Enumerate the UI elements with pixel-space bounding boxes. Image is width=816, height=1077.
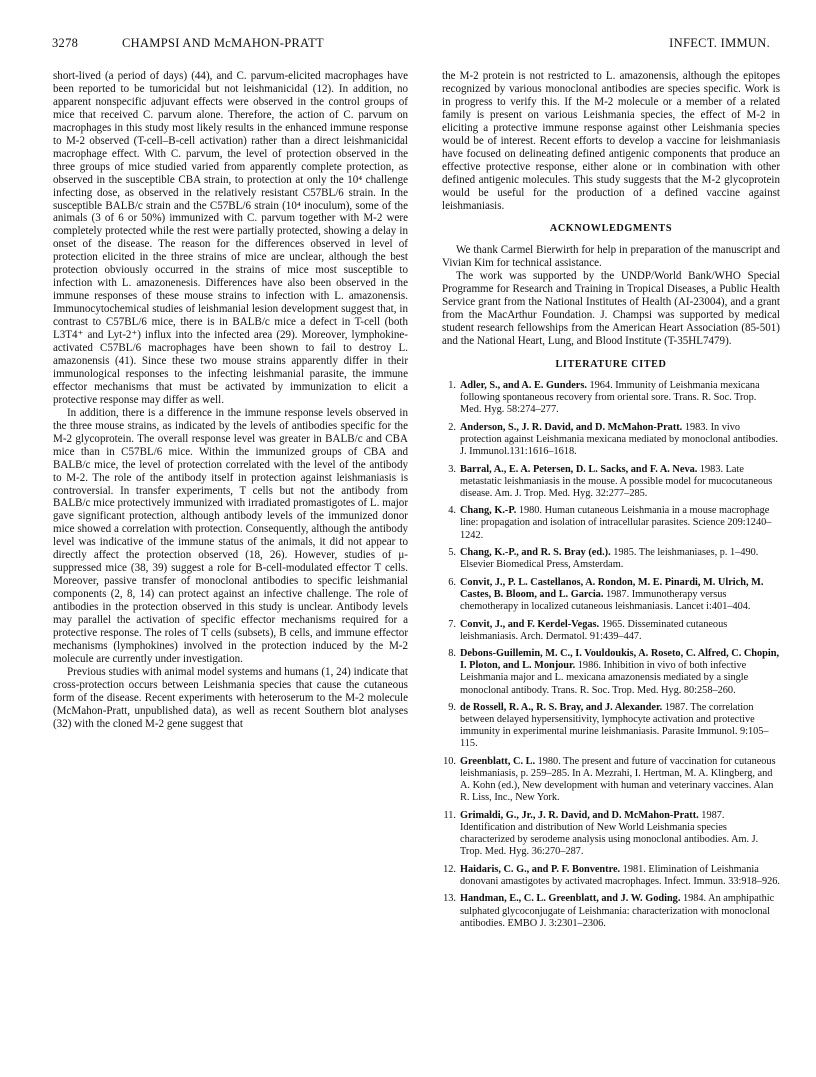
reference-item [442, 864, 780, 888]
reference-item [442, 756, 780, 804]
reference-text: 1984. An amphipathic sulphated glycoconjugate of Leishmania: characterization with monoclonal antibodies. EMBO J. 3:2301–2306. [460, 893, 775, 929]
reference-text: 1987. Identification and distribution of New World Leishmania species characterized by serodeme analysis using monoclonal antibodies. Am. J. Trop. Med. Hyg. 36:270–287. [460, 809, 759, 858]
reference-item [442, 380, 780, 416]
reference-text: 1986. Inhibition in vivo of both infective Leishmania major and L. mexicana amazonensis mediated by a single monoclonal antibody. Trans. R. Soc. Trop. Med. Hyg. 80:258–260. [460, 660, 749, 696]
reference-item [442, 648, 780, 696]
reference-number: 7. [448, 618, 456, 630]
body-paragraph: In addition, there is a difference in the immune response levels observed in the three mouse strains, as indicated by the levels of antibodies specific for the M-2 glycoprotein. The overall response level was greater in BALB/c and CBA mice than in C57BL/6 mice. Within the immunized groups of CBA and BALB/c mice, the level of protection correlated with the level of the antibody to M-2. The role of the antibody itself in protection against leishmaniasis is controversial. In transfer experiments, T cells but not the antibody from BALB/c mice protectively immunized with irradiated promastigotes of L. major gave significant protection, although antibody levels of the immunized donor mice showed a correlation with protection. Consequently, although the antibody level was indicative of the immune status of the animals, it did not appear to directly affect the protection observed (18, 26). However, studies of μ-suppressed mice (38, 39) suggest a role for B-cell-modulated effector T cells. Moreover, passive transfer of monoclonal antibodies to specific leishmanial components (2, 8, 14) can protect against an infective challenge. The role of antibodies in the protection observed in this study is unclear. Antibody levels may parallel the activation of specific effector mechanisms required for a protective response. The roles of T cells (subsets), B cells, and immune effector mechanisms (lymphokines) involved in the protection induced by the M-2 molecule are currently under investigation. [53, 406, 408, 665]
reference-item [442, 422, 780, 458]
acknowledgment-paragraph: We thank Carmel Bierwirth for help in preparation of the manuscript and Vivian Kim for technical assistance. [442, 244, 780, 270]
reference-text: 1985. The leishmaniases, p. 1–490. Elsevier Biomedical Press, Amsterdam. [460, 547, 759, 571]
reference-item [442, 577, 780, 613]
reference-number: 9. [448, 702, 456, 714]
reference-item [442, 464, 780, 500]
reference-number: 6. [448, 576, 456, 588]
reference-number: 5. [448, 547, 456, 559]
reference-authors: Chang, K.-P. [460, 505, 517, 517]
reference-text: 1980. The present and future of vaccination for cutaneous leishmaniasis, p. 259–285. In A. Mezrahi, I. Hertman, M. A. Klingberg, and A. Kohn (ed.), New development with human and veterinary vaccines. Alan R. Liss, Inc., New York. [460, 756, 776, 804]
reference-list [442, 380, 780, 930]
reference-authors: Debons-Guillemin, M. C., I. Vouldoukis, A. Roseto, C. Alfred, C. Chopin, I. Ploton, and L. Monjour. [460, 648, 780, 672]
reference-authors: Adler, S., and A. E. Gunders. [460, 380, 587, 392]
reference-authors: Handman, E., C. L. Greenblatt, and J. W. Goding. [460, 893, 681, 905]
reference-text: 1965. Disseminated cutaneous leishmaniasis. Arch. Dermatol. 91:439–447. [460, 618, 728, 642]
body-paragraph: Previous studies with animal model systems and humans (1, 24) indicate that cross-protection occurs between Leishmania species that cause the cutaneous form of the disease. Recent experiments with heteroserum to the M-2 molecule (McMahon-Pratt, unpublished data), as well as recent Southern blot analyses (32) with the cloned M-2 gene suggest that [53, 665, 408, 730]
reference-authors: Haidaris, C. G., and P. F. Bonventre. [460, 863, 621, 875]
reference-authors: Greenblatt, C. L. [460, 756, 536, 768]
reference-number: 1. [448, 380, 456, 392]
reference-text: 1980. Human cutaneous Leishmania in a mouse macrophage line: propagation and isolation of intracellular parasites. Science 209:1240–1242. [460, 505, 772, 541]
acknowledgment-paragraph: The work was supported by the UNDP/World Bank/WHO Special Programme for Research and Training in Tropical Diseases, a Public Health Service grant from the National Institutes of Health (AI-23004), and a grant from the MacArthur Foundation. J. Champsi was supported by medical student research fellowships from the American Heart Association (85-501) and the National Heart, Lung, and Blood Institute (T-35HL7479). [442, 270, 780, 348]
literature-cited-heading: LITERATURE CITED [555, 359, 667, 371]
reference-item [442, 702, 780, 750]
reference-number: 13. [443, 893, 456, 905]
reference-number: 11. [443, 809, 456, 821]
body-paragraph: short-lived (a period of days) (44), and C. parvum-elicited macrophages have been reported to be tumoricidal but not leishmanicidal (12). In addition, no apparent nonspecific adjuvant effects were observed in the control groups of mice that received C. parvum alone. Therefore, the action of C. parvum on macrophages in this study most likely results in the enhanced immune response to M-2 observed (T-cell–B-cell activation) rather than a direct leishmanicidal macrophage effect. With C. parvum, the level of protection observed in the three groups of mice studied varied from apparently complete protection, as observed in the susceptible CBA strain, to protection at only the 10⁴ challenge infecting dose, as observed in the relatively resistant C57BL/6 strain. In the susceptible BALB/c strain and the C57BL/6 strain (10⁴ inoculum), some of the animals (3 of 6 or 50%) immunized with C. parvum together with M-2 were completely protected while the rest were partially protected, showing a delay in onset of the disease. The reason for the differences observed in level of protection elicited in the three strains of mice are unclear, although the best protection obviously occurred in the strains of mice most susceptible to infection with L. amazonenesis. Differences have also been observed in the immune responses of these mouse strains to infection with L. amazonensis. Immunocytochemical studies of leishmanial lesion development suggest that, in contrast to C57BL/6 mice, there is in BALB/c mice a defect in T-cell (both L3T4⁺ and Lyt-2⁺) influx into the infected area (29). Moreover, lymphokine-activated C57BL/6 macrophages have been shown to fail to destroy L. amazonensis (41). Since these two mouse strains apparently differ in their immunological responses to the infecting leishmanial parasite, the immune effector mechanisms that must be activated by immunization to elicit a protective response may differ as well. [53, 70, 408, 406]
reference-text: 1987. The correlation between delayed hypersensitivity, lymphocyte activation and protective immunity in experimental murine leishmaniasis. Parasite Immunol. 9:105–115. [460, 702, 769, 750]
reference-item [442, 893, 780, 929]
reference-authors: Convit, J., P. L. Castellanos, A. Rondon, M. E. Pinardi, M. Ulrich, M. Castes, B. Bloom, and L. Garcia. [460, 576, 764, 600]
reference-number: 2. [448, 421, 456, 433]
reference-item [442, 547, 780, 571]
reference-item [442, 505, 780, 541]
right-column [442, 70, 780, 935]
left-column [53, 70, 408, 731]
reference-number: 3. [448, 463, 456, 475]
reference-authors: Grimaldi, G., Jr., J. R. David, and D. McMahon-Pratt. [460, 809, 699, 821]
reference-authors: Anderson, S., J. R. David, and D. McMahon-Pratt. [460, 421, 683, 433]
reference-number: 8. [448, 648, 456, 660]
reference-text: 1981. Elimination of Leishmania donovani amastigotes by activated macrophages. Infect. Immun. 33:918–926. [460, 863, 780, 887]
reference-item [442, 810, 780, 858]
reference-text: 1983. In vivo protection against Leishmania mexicana mediated by monoclonal antibodies. J. Immunol.131:1616–1618. [460, 421, 778, 457]
reference-authors: Chang, K.-P., and R. S. Bray (ed.). [460, 547, 611, 559]
reference-number: 10. [443, 756, 456, 768]
running-header [52, 36, 770, 54]
reference-number: 12. [443, 863, 456, 875]
running-authors: CHAMPSI AND McMAHON-PRATT [122, 36, 324, 50]
reference-text: 1987. Immunotherapy versus chemotherapy in localized cutaneous leishmaniasis. Lancet i:401–404. [460, 588, 751, 613]
reference-authors: Barral, A., E. A. Petersen, D. L. Sacks, and F. A. Neva. [460, 463, 698, 475]
body-paragraph: the M-2 protein is not restricted to L. amazonensis, although the epitopes recognized by various monoclonal antibodies are species specific. Work is in progress to verify this. If the M-2 molecule or a member of a related family is present on various Leishmania species, the effect of M-2 in eliciting a protective immune response against other Leishmania species would be of interest. Recent efforts to develop a vaccine for leishmaniasis have focused on delineating defined antigenic components that produce an effective protective response, either alone or in combination with other defined antigenic molecules. This study suggests that the M-2 glycoprotein would be useful for the production of a defined vaccine against leishmaniasis. [442, 70, 780, 212]
journal-name: INFECT. IMMUN. [669, 36, 770, 50]
acknowledgments-heading: ACKNOWLEDGMENTS [549, 223, 673, 235]
reference-authors: de Rossell, R. A., R. S. Bray, and J. Alexander. [460, 702, 663, 714]
reference-number: 4. [448, 505, 456, 517]
reference-item [442, 619, 780, 643]
reference-text: 1964. Immunity of Leishmania mexicana following spontaneous recovery from oriental sore. Trans. R. Soc. Trop. Med. Hyg. 58:274–277. [460, 380, 760, 416]
page-number: 3278 [52, 36, 79, 50]
reference-authors: Convit, J., and F. Kerdel-Vegas. [460, 618, 600, 630]
reference-text: 1983. Late metastatic leishmaniasis in the mouse. A possible model for mucocutaneous disease. Am. J. Trop. Med. Hyg. 32:277–285. [460, 463, 773, 499]
